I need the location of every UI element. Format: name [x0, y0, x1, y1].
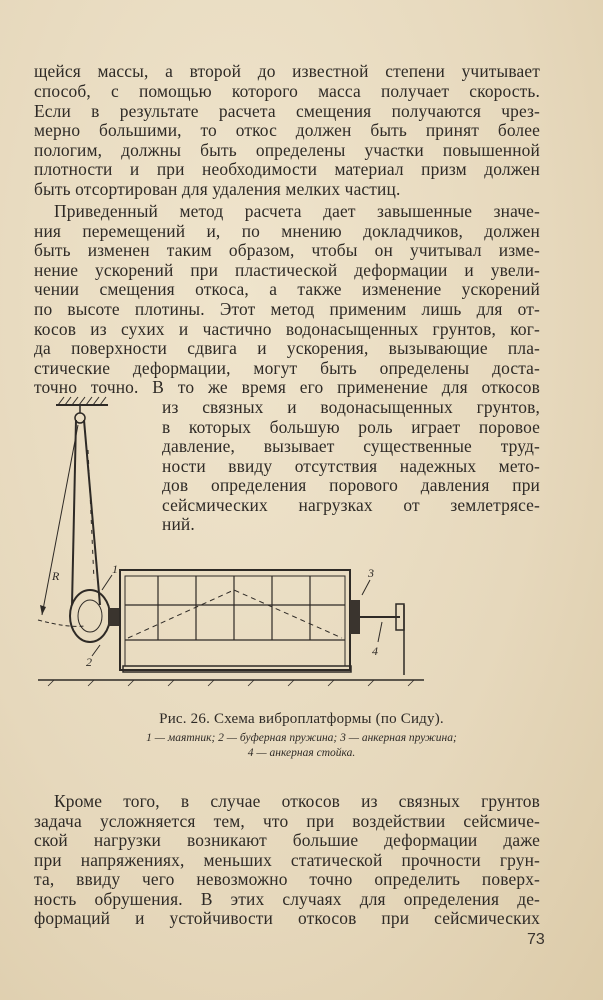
text-line: быть отсортирован для удаления мелких частиц. [34, 179, 401, 199]
text-line: в которых большую роль играет поровое [162, 417, 540, 437]
label-4: 4 [372, 644, 378, 658]
text-line: мерно большими, то откос должен быть принят более [34, 120, 540, 140]
text-line: способ, с помощью которого масса получает скорость. [34, 81, 540, 101]
platform-frame [125, 576, 345, 640]
text-line: сейсмических нагрузках от землетрясе- [162, 495, 540, 515]
text-line: ний. [162, 514, 195, 534]
platform-box [120, 570, 350, 670]
text-line: дов определения порового давления при [162, 475, 540, 495]
text-line: Приведенный метод расчета дает завышенные значе- [54, 201, 540, 221]
ground-hatching [48, 680, 414, 686]
figure-caption: Рис. 26. Схема виброплатформы (по Сиду). [159, 711, 444, 727]
buffer-spring [108, 608, 120, 626]
text-line: из связных и водонасыщенных грунтов, [162, 397, 540, 417]
text-line: та, ввиду чего невозможно точно определить поверх- [34, 869, 540, 889]
text-line: быть изменен таким образом, чтобы он учитывал изме- [34, 240, 540, 260]
text-line: давление, вызывает существенные труд- [162, 436, 540, 456]
ceiling-hatching [58, 397, 106, 405]
vibroplatform-diagram [28, 390, 428, 700]
text-line: ность обрушения. В этих случаях для определения де- [34, 889, 540, 909]
pendulum-rod-right [84, 420, 100, 605]
text-line: Кроме того, в случае откосов из связных грунтов [54, 791, 540, 811]
text-line: по высоте плотины. Этот метод применим лишь для от- [34, 299, 540, 319]
pendulum-bob [70, 590, 110, 642]
text-line: косов из сухих и частично водонасыщенных грунтов, ког- [34, 319, 540, 339]
text-line: ской нагрузки возникают большие деформации даже [34, 830, 540, 850]
label-2: 2 [86, 655, 92, 669]
text-line: чении смещения откоса, а также изменение ускорений [34, 279, 540, 299]
text-line: задача усложняется тем, что при воздействии сейсмиче- [34, 811, 540, 831]
anchor-spring [350, 600, 360, 634]
page-number: 73 [527, 931, 545, 948]
label-3: 3 [368, 566, 374, 580]
text-line: пологим, должны быть определены участки повышенной [34, 140, 540, 160]
text-line: ния перемещений и, по мнению докладчиков, должен [34, 221, 540, 241]
label-1: 1 [112, 562, 118, 576]
text-line: ности ввиду отсутствия надежных мето- [162, 456, 540, 476]
figure-legend: 4 — анкерная стойка. [247, 747, 356, 759]
text-line: щейся массы, а второй до известной степени учитывает [34, 61, 540, 81]
text-line: плотности и при необходимости материал призм должен [34, 159, 540, 179]
text-line: да поверхности сдвига и ускорения, вызывающие пла- [34, 338, 540, 358]
text-line: точно точно. В то же время его применение для откосов [34, 377, 540, 397]
text-line: формаций и устойчивости откосов при сейсмических [34, 908, 540, 928]
text-line: нение ускорений при пластической деформации и увели- [34, 260, 540, 280]
text-line: Если в результате расчета смещения получаются чрез- [34, 101, 540, 121]
vibroplatform-figure [28, 390, 428, 700]
label-R: R [52, 569, 60, 583]
text-line: при напряжениях, меньших статической прочности грун- [34, 850, 540, 870]
text-line: стические деформации, могут быть определены доста- [34, 358, 540, 378]
figure-legend: 1 — маятник; 2 — буферная пружина; 3 — анкерная пружина; [146, 732, 457, 744]
